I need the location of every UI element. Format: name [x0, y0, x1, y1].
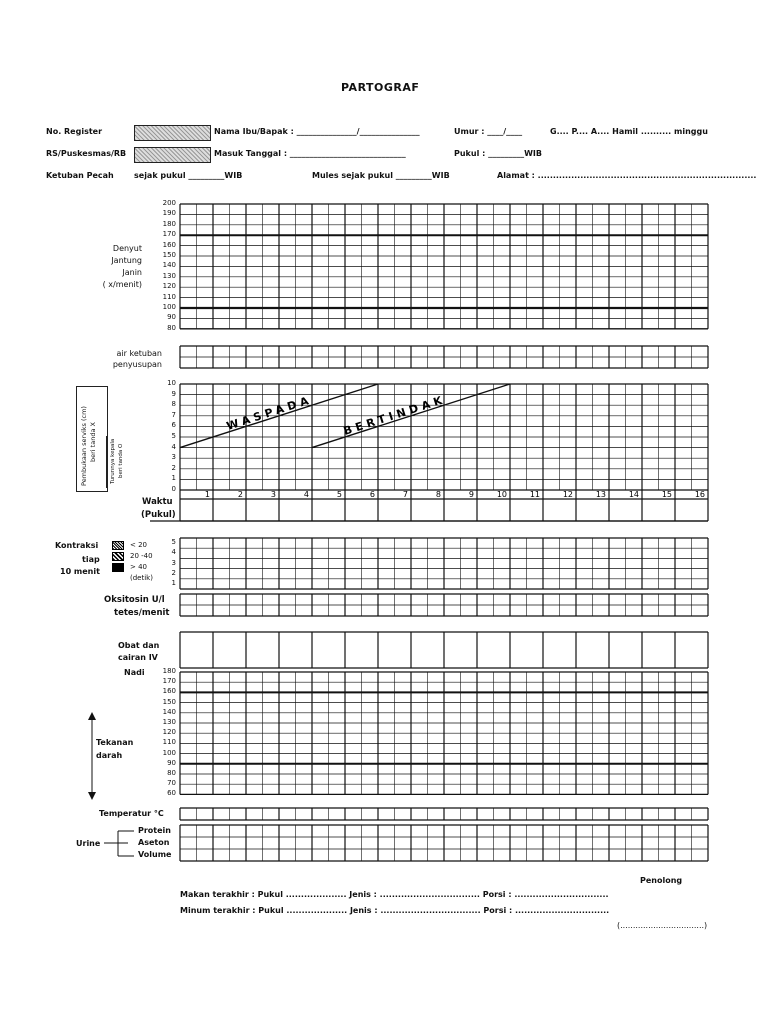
- fhr-scale-label: 190: [162, 209, 176, 218]
- waspada-text: WASPADA: [224, 393, 314, 433]
- cervix-scale-label: 2: [171, 463, 176, 472]
- legend-label: (detik): [130, 574, 153, 582]
- bp-scale-label: 110: [162, 738, 176, 747]
- contraction-scale-label: 5: [171, 538, 176, 547]
- tetes-menit-label: tetes/menit: [114, 608, 170, 618]
- umur-field[interactable]: Umur : ____/____: [454, 127, 523, 136]
- cervix-scale-label: 6: [171, 421, 176, 430]
- hour-number: 10: [496, 490, 507, 499]
- makan-terakhir-field[interactable]: Makan terakhir : Pukul .................... Jenis : ................................. Porsi : ...............................: [180, 890, 609, 899]
- bp-scale-label: 160: [162, 687, 176, 696]
- hour-number: 5: [336, 490, 342, 499]
- fhr-scale-label: 100: [162, 303, 176, 311]
- cervix-scale-label: 5: [171, 432, 176, 440]
- sejak-pukul-field[interactable]: sejak pukul _________WIB: [134, 171, 243, 180]
- bp-scale-label: 90: [167, 758, 176, 767]
- obat-label: Obat dan: [118, 641, 160, 650]
- fhr-scale-label: 90: [167, 313, 176, 322]
- hour-number: 13: [595, 490, 606, 499]
- hour-number: 4: [303, 490, 309, 499]
- page-title: PARTOGRAF: [341, 81, 420, 94]
- bp-scale-label: 170: [162, 677, 176, 686]
- fhr-label-line: Denyut: [112, 244, 142, 253]
- pukul-field[interactable]: Pukul : _________WIB: [454, 149, 542, 158]
- legend-label: 20 -40: [130, 552, 153, 560]
- penyusupan-label: penyusupan: [112, 360, 162, 369]
- cervix-scale-label: 3: [171, 453, 176, 462]
- oksitosin-label: Oksitosin U/l: [104, 595, 165, 605]
- rs-puskesmas-label: RS/Puskesmas/RB: [46, 149, 127, 158]
- fhr-scale-label: 110: [162, 292, 176, 301]
- cervix-scale-label: 7: [171, 410, 176, 419]
- mules-field[interactable]: Mules sejak pukul _________WIB: [312, 171, 450, 180]
- masuk-tanggal-field[interactable]: Masuk Tanggal : _____________________________: [214, 149, 406, 158]
- temperatur-label: Temperatur °C: [99, 809, 164, 818]
- cervix-scale-label: 4: [171, 442, 176, 451]
- cervix-scale-label: 1: [171, 474, 176, 483]
- legend-label: > 40: [130, 563, 147, 571]
- cervix-scale-label: 0: [171, 485, 176, 493]
- bp-scale-label: 180: [162, 667, 176, 675]
- no-register-label: No. Register: [46, 127, 103, 136]
- contraction-scale-label: 3: [171, 558, 176, 567]
- cervix-scale-label: 8: [171, 400, 176, 409]
- fhr-scale-label: 120: [162, 282, 176, 291]
- tekanan-label: Tekanan: [96, 738, 134, 747]
- bp-scale-label: 60: [167, 789, 176, 798]
- gpa-field[interactable]: G.... P.... A.... Hamil .......... minggu: [550, 127, 708, 136]
- waktu-label: Waktu: [142, 497, 173, 507]
- fhr-label-line: ( x/menit): [102, 280, 142, 289]
- fhr-scale-label: 80: [167, 323, 176, 332]
- fhr-scale-label: 180: [162, 219, 176, 228]
- legend-label: < 20: [130, 541, 147, 549]
- hour-number: 7: [402, 490, 408, 499]
- urine-label: Urine: [76, 839, 101, 848]
- tiap-label: tiap: [82, 555, 100, 564]
- hour-number: 9: [468, 490, 474, 499]
- nadi-label: Nadi: [124, 668, 145, 677]
- cervix-side-label: Pembukaan serviks (cm): [80, 406, 88, 486]
- fhr-scale-label: 160: [162, 240, 176, 249]
- pukul-label: (Pukul): [141, 510, 176, 520]
- hour-number: 1: [204, 490, 210, 499]
- hour-number: 15: [661, 490, 672, 499]
- contraction-scale-label: 2: [171, 568, 176, 577]
- fhr-scale-label: 130: [162, 271, 176, 280]
- hour-number: 6: [369, 490, 375, 499]
- cervix-scale-label: 9: [171, 389, 176, 398]
- volume-label: Volume: [138, 850, 172, 859]
- bp-scale-label: 70: [167, 779, 176, 788]
- bp-scale-label: 100: [162, 748, 176, 757]
- hour-number: 14: [628, 490, 639, 499]
- bp-scale-label: 80: [167, 769, 176, 777]
- hour-number: 16: [694, 490, 705, 499]
- kontraksi-label: Kontraksi: [55, 541, 99, 550]
- fhr-scale-label: 140: [162, 261, 176, 270]
- contraction-scale-label: 4: [171, 548, 176, 557]
- hour-number: 8: [435, 490, 441, 499]
- protein-label: Protein: [138, 826, 171, 835]
- ketuban-pecah-label: Ketuban Pecah: [46, 171, 114, 180]
- bp-scale-label: 150: [162, 697, 176, 706]
- signature-field[interactable]: (.................................): [617, 921, 708, 930]
- sepuluh-menit-label: 10 menit: [60, 567, 100, 576]
- nama-ibu-field[interactable]: Nama Ibu/Bapak : _______________/_______________: [214, 127, 420, 136]
- fhr-scale-label: 150: [162, 251, 176, 259]
- fhr-label-line: Jantung: [111, 256, 142, 265]
- descent-side-label: Turunnya kepala: [110, 438, 116, 484]
- cervix-scale-label: 10: [167, 379, 176, 387]
- hour-number: 12: [562, 490, 573, 499]
- alamat-field[interactable]: Alamat : ........................................................................: [497, 171, 757, 180]
- minum-terakhir-field[interactable]: Minum terakhir : Pukul .................... Jenis : ................................. Porsi : ...............................: [180, 906, 610, 915]
- descent-side-label: beri tanda O: [118, 443, 124, 478]
- hour-number: 2: [237, 490, 243, 499]
- fhr-label-line: Janin: [122, 268, 142, 277]
- bp-scale-label: 130: [162, 718, 176, 726]
- fhr-scale-label: 170: [162, 230, 176, 239]
- bp-scale-label: 120: [162, 728, 176, 737]
- fhr-scale-label: 200: [162, 199, 176, 207]
- aseton-label: Aseton: [138, 838, 170, 847]
- hour-number: 11: [529, 490, 540, 499]
- darah-label: darah: [96, 751, 123, 760]
- bertindak-text: BERTINDAK: [341, 392, 448, 438]
- hour-number: 3: [270, 490, 276, 499]
- cervix-side-label: beri tanda X: [89, 422, 97, 462]
- air-ketuban-label: air ketuban: [116, 349, 162, 358]
- contraction-scale-label: 1: [171, 578, 176, 587]
- bp-scale-label: 140: [162, 707, 176, 716]
- cairan-iv-label: cairan IV: [118, 653, 158, 662]
- penolong-label: Penolong: [640, 876, 683, 885]
